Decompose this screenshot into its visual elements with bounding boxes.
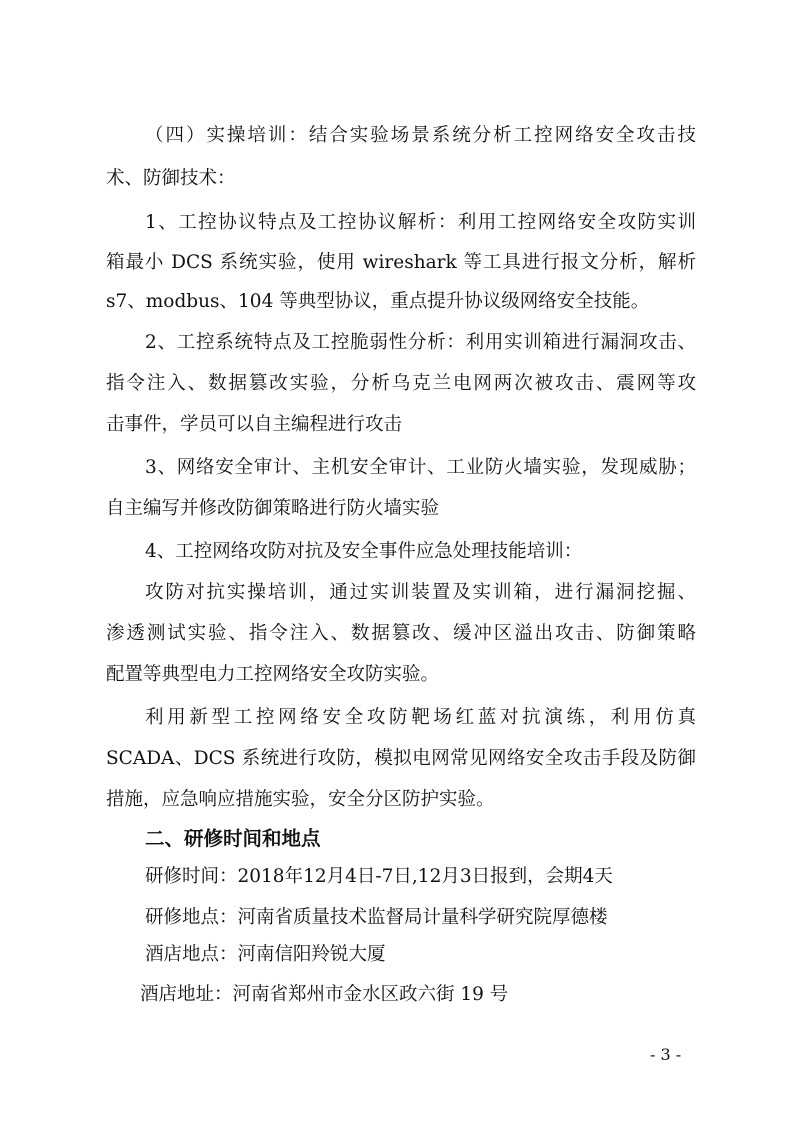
- item4-p1-line3: 配置等典型电力工控网络安全攻防实验。: [106, 664, 440, 685]
- item1-line3: s7、modbus、104 等典型协议，重点提升协议级网络安全技能。: [106, 291, 650, 312]
- section4-title-line1: （四）实操培训：结合实验场景系统分析工控网络安全攻击技: [145, 125, 696, 146]
- item2-line3: 击事件，学员可以自主编程进行攻击: [106, 414, 403, 435]
- item2-line1: 2、工控系统特点及工控脆弱性分析：利用实训箱进行漏洞攻击、: [145, 332, 696, 353]
- item4-p2-line1: 利用新型工控网络安全攻防靶场红蓝对抗演练，利用仿真: [145, 707, 696, 728]
- item4-p2-line3: 措施，应急响应措施实验，安全分区防护实验。: [106, 789, 495, 810]
- item4-line1: 4、工控网络攻防对抗及安全事件应急处理技能培训：: [145, 541, 583, 562]
- hotel-address: 酒店地址：河南省郑州市金水区政六街 19 号: [140, 984, 509, 1005]
- item2-line2: 指令注入、数据篡改实验，分析乌克兰电网两次被攻击、震网等攻: [106, 373, 696, 394]
- hotel-location: 酒店地点：河南信阳羚锐大厦: [145, 944, 386, 965]
- item1-line1: 1、工控协议特点及工控协议解析：利用工控网络安全攻防实训: [145, 212, 696, 233]
- section2-heading: 二、研修时间和地点: [145, 827, 321, 850]
- training-place: 研修地点：河南省质量技术监督局计量科学研究院厚德楼: [145, 907, 608, 928]
- item4-p1-line2: 渗透测试实验、指令注入、数据篡改、缓冲区溢出攻击、防御策略: [106, 623, 696, 644]
- item3-line1: 3、网络安全审计、主机安全审计、工业防火墙实验，发现威胁；: [145, 457, 696, 478]
- item4-p1-line1: 攻防对抗实操培训，通过实训装置及实训箱，进行漏洞挖掘、: [145, 582, 696, 603]
- item4-p2-line2: SCADA、DCS 系统进行攻防，模拟电网常见网络安全攻击手段及防御: [106, 748, 696, 769]
- section4-title-line2: 术、防御技术：: [106, 168, 236, 189]
- training-time: 研修时间：2018年12月4日-7日,12月3日报到，会期4天: [145, 866, 613, 887]
- item1-line2: 箱最小 DCS 系统实验，使用 wireshark 等工具进行报文分析，解析: [106, 252, 696, 273]
- page-number: - 3 -: [650, 1045, 682, 1064]
- item3-line2: 自主编写并修改防御策略进行防火墙实验: [106, 498, 440, 519]
